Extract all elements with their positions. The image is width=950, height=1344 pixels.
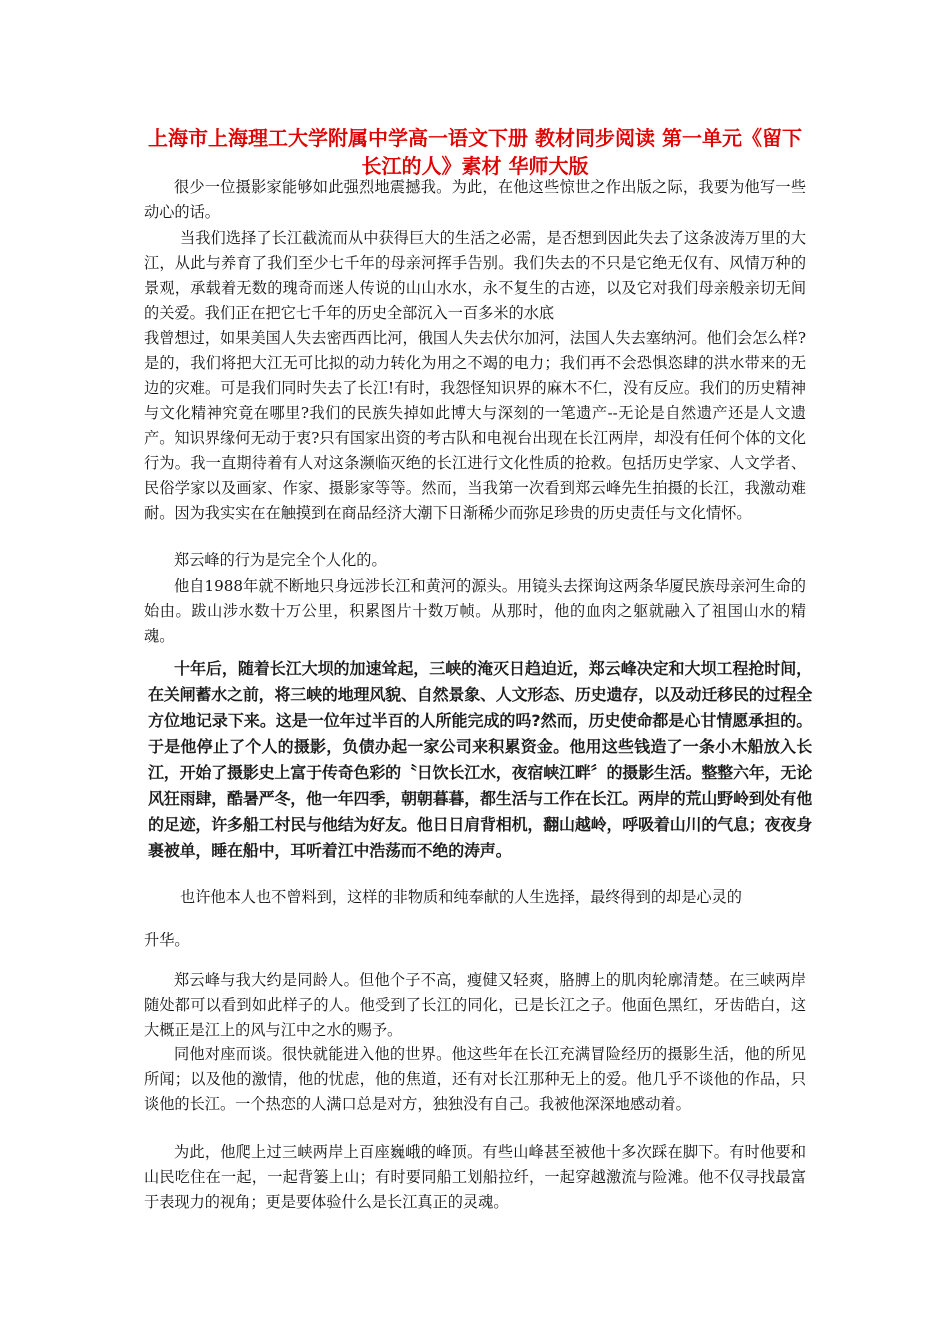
paragraph-10: 为此，他爬上过三峡两岸上百座巍峨的峰顶。有些山峰甚至被他十多次踩在脚下。有时他要和山民吃住在一起，一起背篓上山；有时要同船工划船拉纤，一起穿越激流与险滩。他不仅寻找最富于表现力的视角；更是要体验什么是长江真正的灵魂。 — [144, 1143, 806, 1211]
paragraph-8: 郑云峰与我大约是同龄人。但他个子不高，瘦健又轻爽，胳膊上的肌肉轮廓清楚。在三峡两岸随处都可以看到如此样子的人。他受到了长江的同化，已是长江之子。他面色黑红，牙齿皓白，这大概正是江上的风与江中之水的赐予。 — [144, 971, 806, 1039]
paragraph-4: 郑云峰的行为是完全个人化的。 — [174, 551, 387, 569]
paragraph-9: 同他对座而谈。很快就能进入他的世界。他这些年在长江充满冒险经历的摄影生活，他的所见所闻；以及他的激情，他的忧虑，他的焦道，还有对长江那种无上的爱。他几乎不谈他的作品，只谈他的长江。一个热恋的人满口总是对方，独独没有自己。我被他深深地感动着。 — [144, 1045, 806, 1113]
document-title: 上海市上海理工大学附属中学高一语文下册 教材同步阅读 第一单元《留下长江的人》素材 华师大版 — [148, 126, 802, 178]
paragraph-7: 也许他本人也不曾料到，这样的非物质和纯奉献的人生选择，最终得到的却是心灵的 — [180, 888, 742, 906]
scanned-paragraph: 十年后，随着长江大坝的加速耸起，三峡的淹灭日趋迫近，郑云峰决定和大坝工程抢时间，在关闸蓄水之前，将三峡的地理风貌、自然景象、人文形态、历史遗存，以及动迁移民的过程全方位地记录下来。这是一位年过半百的人所能完成的吗?然而，历史使命都是心甘情愿承担的。于是他停止了个人的摄影，负债办起一家公司来积累资金。他用这些钱造了一条小木船放入长江，开始了摄影史上富于传奇色彩的〝日饮长江水，夜宿峡江畔〞的摄影生活。整整六年，无论风狂雨肆，酷暑严冬，他一年四季，朝朝暮暮，都生活与工作在长江。两岸的荒山野岭到处有他的足迹，许多船工村民与他结为好友。他日日肩背相机，翻山越岭，呼吸着山川的气息；夜夜身裹被单，睡在船中，耳听着江中浩荡而不绝的涛声。 — [148, 659, 812, 860]
paragraph-3: 我曾想过，如果美国人失去密西西比河，俄国人失去伏尔加河，法国人失去塞纳河。他们会怎么样?是的，我们将把大江无可比拟的动力转化为用之不竭的电力；我们再不会恐惧恣肆的洪水带来的无边的灾难。可是我们同时失去了长江!有时，我怨怪知识界的麻木不仁，没有反应。我们的历史精神与文化精神究竟在哪里?我们的民族失掉如此博大与深刻的一笔遗产--无论是自然遗产还是人文遗产。知识界缘何无动于衷?只有国家出资的考古队和电视台出现在长江两岸，却没有任何个体的文化行为。我一直期待着有人对这条濒临灭绝的长江进行文化性质的抢救。包括历史学家、人文学者、民俗学家以及画家、作家、摄影家等等。然而，当我第一次看到郑云峰先生拍摄的长江，我激动难耐。因为我实实在在触摸到在商品经济大潮下日渐稀少而弥足珍贵的历史责任与文化情怀。 — [144, 329, 806, 522]
paragraph-5: 他自1988年就不断地只身远涉长江和黄河的源头。用镜头去探询这两条华厦民族母亲河生命的始由。跋山涉水数十万公里，积累图片十数万帧。从那时，他的血肉之躯就融入了祖国山水的精魂。 — [144, 577, 806, 645]
paragraph-2: 当我们选择了长江截流而从中获得巨大的生活之必需，是否想到因此失去了这条波涛万里的大江，从此与养育了我们至少七千年的母亲河挥手告别。我们失去的不只是它绝无仅有、风情万种的景观，承载着无数的瑰奇而迷人传说的山山水水，永不复生的古迹，以及它对我们母亲般亲切无间的关爱。我们正在把它七千年的历史全部沉入一百多米的水底 — [144, 229, 806, 322]
paragraph-1: 很少一位摄影家能够如此强烈地震撼我。为此，在他这些惊世之作出版之际，我要为他写一些动心的话。 — [144, 178, 806, 221]
paragraph-7-continued: 升华。 — [144, 931, 190, 949]
